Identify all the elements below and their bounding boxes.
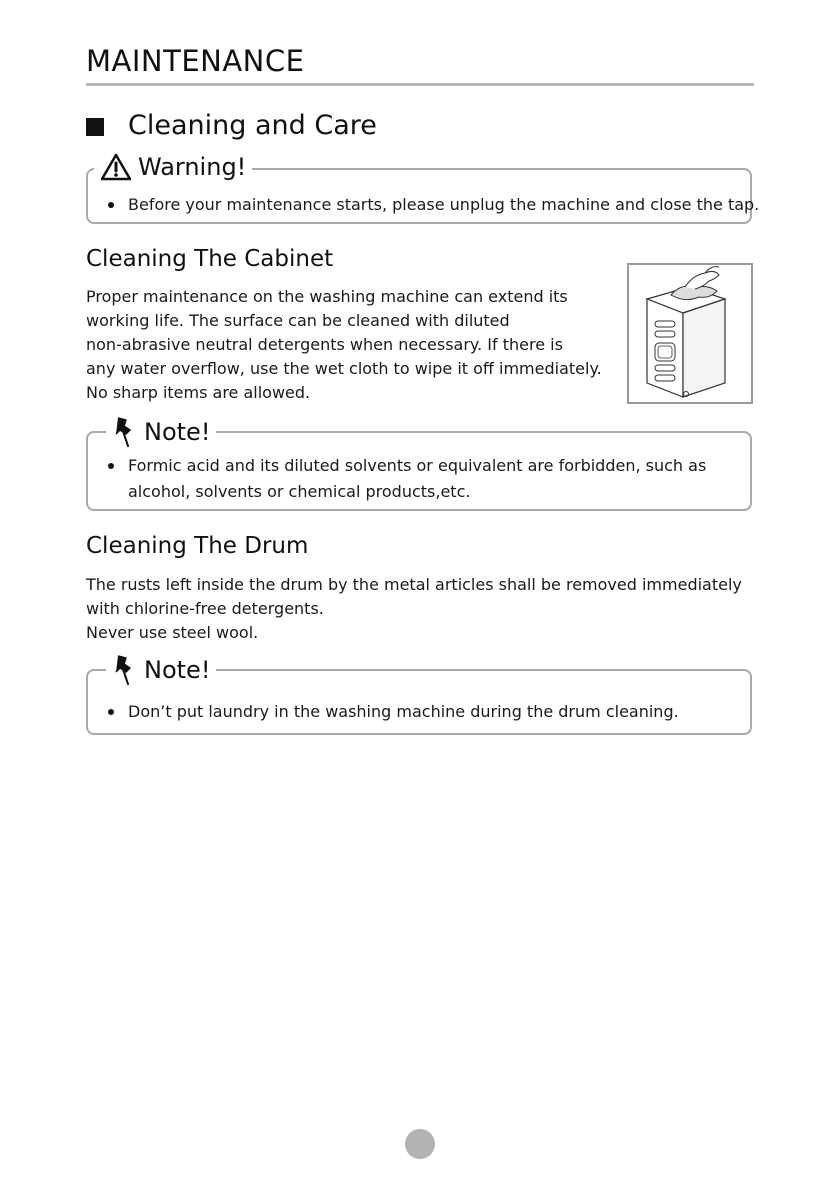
page-title: MAINTENANCE — [86, 44, 305, 78]
drum-line: The rusts left inside the drum by the metal articles shall be removed immediately — [86, 575, 742, 594]
note-label-text: Note! — [144, 656, 211, 684]
drum-note-item — [108, 699, 679, 725]
section-title: Cleaning and Care — [128, 110, 377, 141]
washing-machine-wipe-illustration — [629, 265, 751, 402]
cabinet-note-line: alcohol, solvents or chemical products,etc. — [128, 482, 471, 501]
pushpin-icon — [112, 416, 136, 448]
cabinet-note-item — [108, 453, 706, 505]
bullet-dot-icon — [108, 202, 114, 208]
pushpin-icon — [112, 654, 136, 686]
note-label — [106, 416, 216, 448]
warning-triangle-icon — [100, 153, 132, 181]
cabinet-note-line: Formic acid and its diluted solvents or equivalent are forbidden, such as — [128, 456, 707, 475]
cabinet-line: any water overflow, use the wet cloth to wipe it off immediately. — [86, 359, 602, 378]
warning-item — [108, 192, 759, 218]
note-label — [106, 654, 216, 686]
bullet-dot-icon — [108, 463, 114, 469]
warning-item-text: Before your maintenance starts, please unplug the machine and close the tap. — [128, 195, 760, 214]
warning-box — [86, 153, 760, 224]
header-divider — [86, 83, 754, 86]
page-number-badge — [405, 1129, 435, 1159]
washing-machine-figure — [627, 263, 753, 404]
drum-note-text: Don’t put laundry in the washing machine during the drum cleaning. — [128, 702, 679, 721]
warning-label-text: Warning! — [138, 153, 247, 181]
cabinet-heading: Cleaning The Cabinet — [86, 246, 334, 272]
drum-note-box — [86, 656, 752, 735]
cabinet-line: working life. The surface can be cleaned with diluted — [86, 311, 510, 330]
drum-heading: Cleaning The Drum — [86, 533, 309, 559]
cabinet-line: No sharp items are allowed. — [86, 383, 311, 402]
cabinet-paragraph — [86, 285, 602, 405]
drum-line: with chlorine-free detergents. — [86, 599, 324, 618]
bullet-dot-icon — [108, 709, 114, 715]
warning-label — [94, 153, 252, 181]
square-bullet-icon — [86, 118, 104, 136]
drum-paragraph — [86, 573, 742, 645]
cabinet-line: non-abrasive neutral detergents when necessary. If there is — [86, 335, 563, 354]
note-label-text: Note! — [144, 418, 211, 446]
cabinet-line: Proper maintenance on the washing machine can extend its — [86, 287, 568, 306]
drum-line: Never use steel wool. — [86, 623, 259, 642]
cabinet-note-box — [86, 418, 752, 511]
